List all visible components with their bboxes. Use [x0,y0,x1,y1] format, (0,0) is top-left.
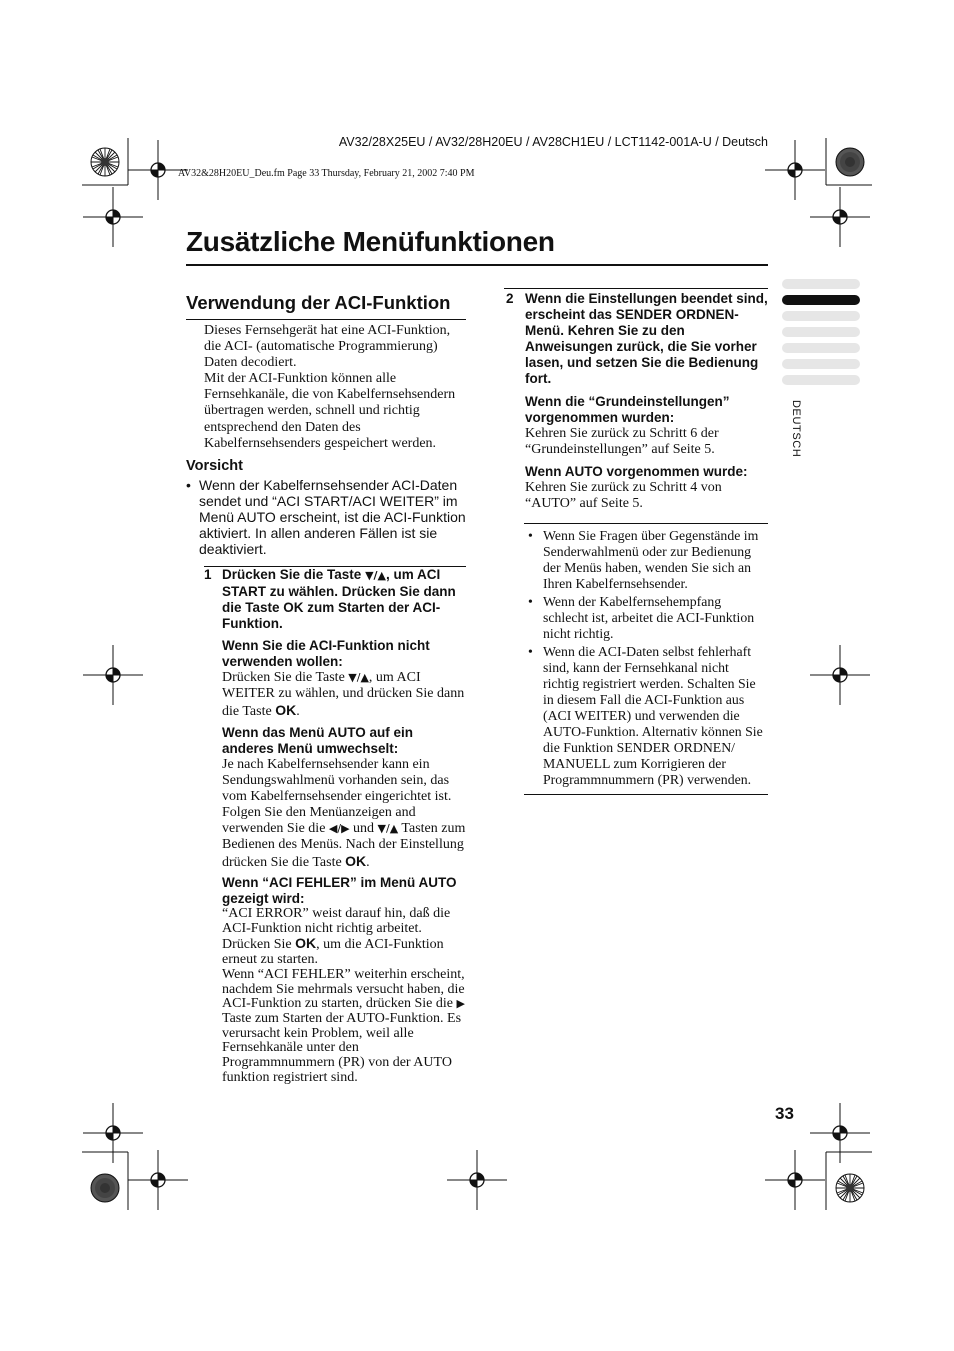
notes-top-rule [524,523,768,524]
note-text: Wenn Sie Fragen über Gegenstände im Senderwahlmenü oder zur Bedienung der Menüs haben, wenden Sie sich an Ihren Kabelfernsehsender. [543,528,759,591]
step-2-number: 2 [506,291,514,306]
notes-list [528,528,768,790]
notes-bottom-rule [524,794,768,795]
chapter-tab-active [782,295,860,305]
left-right-arrow-icon: ◀/▶ [328,822,350,835]
sub1-text [222,670,467,720]
sub3-part-c: Wenn “ACI FEHLER” weiterhin erscheint, nachdem Sie mehrmals versucht haben, die ACI-Funktion zu starten, drücken Sie die [222,966,465,1012]
chapter-tab [782,359,860,369]
bullet-icon: • [528,594,533,609]
chapter-tab [782,311,860,321]
step-2-text: Wenn die Einstellungen beendet sind, erscheint das SENDER ORDNEN-Menü. Kehren Sie zu den Anweisungen zurück, die Sie vorher lasen, und setzen Sie die Bedienung fort. [525,291,768,386]
note-text: Wenn der Kabelfernsehempfang schlecht ist, arbeitet die ACI-Funktion nicht richtig. [543,594,755,641]
list-item [528,594,768,642]
page-title: Zusätzliche Menüfunktionen [186,226,555,257]
section-rule [186,319,466,320]
down-up-arrow-icon: ▼/▲ [365,569,386,582]
intro-paragraph-2: Mit der ACI-Funktion können alle Fernsehkanäle, die von Kabelfernsehsendern übertragen werden, schnell und richtig entsprechend den Daten des Kabelfernsehsenders gespeichert werden. [204,371,456,451]
step-1-part-a: Drücken Sie die Taste [222,567,366,582]
page-number: 33 [775,1104,794,1123]
ok-button-icon: OK [275,702,297,718]
sub5-text: Kehren Sie zurück zu Schritt 4 von “AUTO” auf Seite 5. [525,480,722,511]
step-1-text [222,567,467,632]
sub3-part-a: “ACI ERROR” weist darauf hin, daß die ACI-Funktion nicht richtig arbeitet. Drücken Sie [222,906,451,953]
print-info: AV32&28H20EU_Deu.fm Page 33 Thursday, February 21, 2002 7:40 PM [178,168,475,179]
sub3-heading: Wenn “ACI FEHLER” im Menü AUTO gezeigt wird: [222,875,457,906]
right-arrow-icon: ▶ [456,997,465,1011]
title-rule [186,264,768,266]
side-language-label: DEUTSCH [790,400,802,458]
chapter-tab [782,375,860,385]
step-1-part-b: , um ACI START zu wählen. Drücken Sie dann die Taste [222,567,456,615]
section-heading: Verwendung der ACI-Funktion [186,292,451,313]
down-up-arrow-icon: ▼/▲ [377,822,399,835]
sub2-part-d: . [366,855,370,870]
sub3-part-b: , um die ACI-Funktion erneut zu starten. [222,937,444,968]
sub3-text [222,907,467,1085]
chapter-tab [782,343,860,353]
list-item [528,528,768,592]
column2-rule [504,288,768,289]
chapter-tabs [782,279,860,391]
down-up-arrow-icon: ▼/▲ [348,671,369,684]
sub2-text [222,757,467,871]
sub2-heading: Wenn das Menü AUTO auf ein anderes Menü umwechselt: [222,725,414,756]
bullet-icon: • [186,477,191,493]
list-item [528,644,768,788]
caution-list [186,477,466,557]
note-text: Wenn die ACI-Daten selbst fehlerhaft sind, kann der Fernsehkanal nicht richtig registriert werden. Schalten Sie in diesem Fall die ACI-Funktion aus (ACI WEITER) und verwenden die AUTO-Funktion. Alternativ können Sie die Funktion SENDER ORDNEN/ MANUELL zum Korrigieren der Programmnummern (PR) verwenden. [543,644,763,787]
sub2-part-b: und [349,821,378,836]
sub3-part-d: Taste zum Starten der AUTO-Funktion. Es verursacht kein Problem, weil alle Fernsehkanäle unter den Programmnummern (PR) von der AUTO funktion registriert sind. [222,1010,462,1085]
sub2-part-a: Je nach Kabelfernsehsender kann ein Sendungswahlmenü vorhanden sein, das vom Kabelfernsehsender eingerichtet ist. Folgen Sie den Menüanzeigen and verwenden Sie die [222,757,452,836]
ok-button-icon: OK [295,935,317,952]
intro-text [204,323,469,452]
caution-heading: Vorsicht [186,458,243,474]
sub1-part-c: . [296,704,300,719]
intro-paragraph-1: Dieses Fernsehgerät hat eine ACI-Funktion, die ACI- (automatische Programmierung) Daten decodiert. [204,323,451,371]
sub4-heading: Wenn die “Grundeinstellungen” vorgenommen wurden: [525,394,730,425]
sub4-text: Kehren Sie zurück zu Schritt 6 der “Grundeinstellungen” auf Seite 5. [525,426,719,457]
bullet-icon: • [528,528,533,543]
sub1-part-b: , um ACI WEITER zu wählen, und drücken Sie dann die Taste [222,670,465,719]
caution-text: Wenn der Kabelfernsehsender ACI-Daten sendet und “ACI START/ACI WEITER” im Menü AUTO erscheint, ist die ACI-Funktion aktiviert. In allen anderen Fällen ist sie deaktiviert. [199,477,466,558]
ok-button-icon: OK [283,600,304,615]
chapter-tab [782,279,860,289]
sub5-heading: Wenn AUTO vorgenommen wurde: [525,464,748,479]
sub1-heading: Wenn Sie die ACI-Funktion nicht verwenden wollen: [222,638,430,669]
step-1-number: 1 [204,567,212,582]
step-1-part-c: zum Starten der ACI-Funktion. [222,600,441,631]
sub1-part-a: Drücken Sie die Taste [222,670,349,685]
ok-button-icon: OK [345,853,367,869]
doc-header: AV32/28X25EU / AV32/28H20EU / AV28CH1EU / LCT1142-001A-U / Deutsch [338,135,768,149]
sub2-part-c: Tasten zum Bedienen des Menüs. Nach der Einstellung drücken Sie die Taste [222,821,466,870]
chapter-tab [782,327,860,337]
bullet-icon: • [528,644,533,659]
